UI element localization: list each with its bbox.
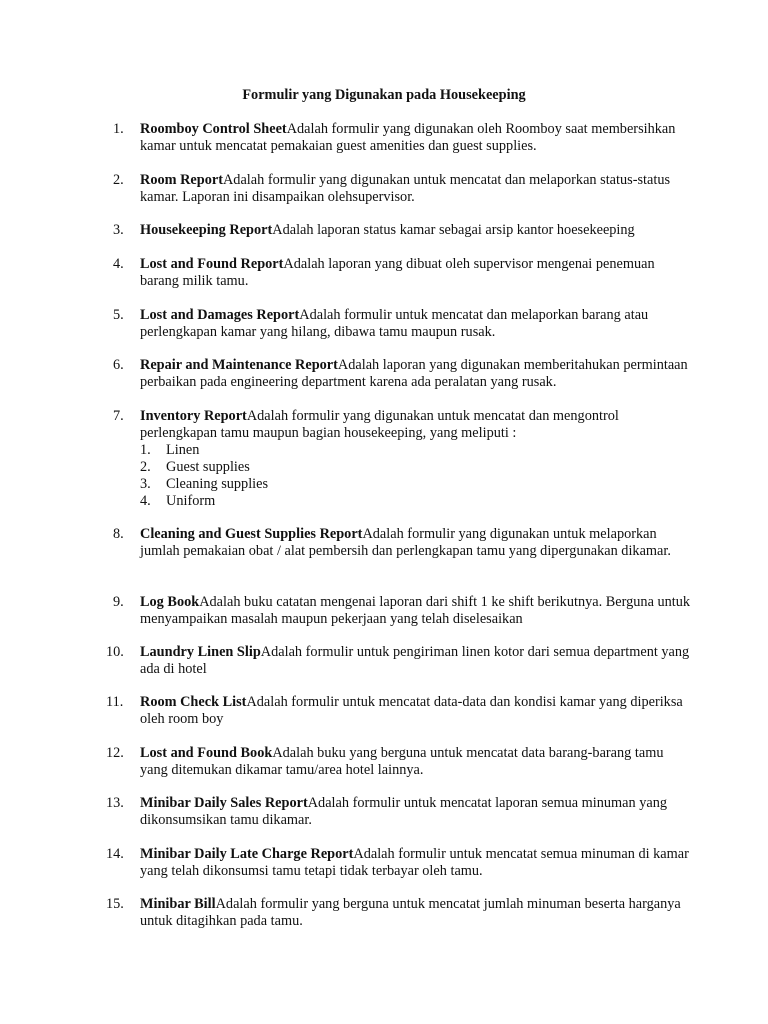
list-item xyxy=(106,694,693,728)
item-term: Roomboy Control Sheet xyxy=(140,121,287,137)
list-item xyxy=(113,172,693,206)
document-title: Formulir yang Digunakan pada Housekeeping xyxy=(242,87,526,103)
item-term: Log Book xyxy=(140,594,200,610)
item-description: Adalah formulir untuk pengiriman linen kotor dari semua department yang ada di hotel xyxy=(140,644,690,677)
item-number: 1. xyxy=(113,121,124,137)
sublist-text: Guest supplies xyxy=(166,459,250,475)
item-body xyxy=(140,644,693,678)
list-item xyxy=(106,795,693,829)
list-item xyxy=(113,526,693,560)
item-description: Adalah laporan yang digunakan memberitahukan permintaan perbaikan pada engineering department karena ada peralatan yang rusak. xyxy=(140,357,688,390)
item-body xyxy=(140,846,693,880)
item-body xyxy=(140,408,693,510)
item-body xyxy=(140,172,693,206)
list-item xyxy=(113,121,693,155)
sublist-number: 1. xyxy=(140,442,151,458)
list-item xyxy=(113,222,693,239)
sublist-text: Linen xyxy=(166,442,200,458)
item-number: 9. xyxy=(113,594,124,610)
sublist-number: 4. xyxy=(140,493,151,509)
item-term: Inventory Report xyxy=(140,408,247,424)
item-number: 4. xyxy=(113,256,124,272)
item-term: Minibar Daily Sales Report xyxy=(140,795,308,811)
sublist-text: Uniform xyxy=(166,493,216,509)
item-body xyxy=(140,222,693,239)
sublist-item xyxy=(140,476,693,493)
item-description: Adalah formulir yang berguna untuk mencatat jumlah minuman beserta harganya untuk ditagihkan pada tamu. xyxy=(140,896,681,929)
sublist-item xyxy=(140,442,693,459)
sublist-item xyxy=(140,493,693,510)
item-number: 7. xyxy=(113,408,124,424)
item-body xyxy=(140,896,693,930)
item-number: 12. xyxy=(106,745,124,761)
sublist-item xyxy=(140,459,693,476)
list-item xyxy=(113,357,693,391)
item-number: 14. xyxy=(106,846,124,862)
item-description: Adalah formulir yang digunakan untuk melaporkan jumlah pemakaian obat / alat pembersih dan perlengkapan tamu yang dipergunakan dikamar. xyxy=(140,526,671,559)
item-term: Repair and Maintenance Report xyxy=(140,357,338,373)
item-description: Adalah formulir untuk mencatat semua minuman di kamar yang telah dikonsumsi tamu tetapi tidak terbayar oleh tamu. xyxy=(140,846,689,879)
item-description: Adalah formulir yang digunakan untuk mencatat dan mengontrol perlengkapan tamu maupun bagian housekeeping, yang meliputi : xyxy=(140,408,619,441)
item-number: 2. xyxy=(113,172,124,188)
list-item xyxy=(113,408,693,510)
item-number: 15. xyxy=(106,896,124,912)
item-description: Adalah formulir untuk mencatat data-data dan kondisi kamar yang diperiksa oleh room boy xyxy=(140,694,683,727)
item-body xyxy=(140,594,693,628)
item-term: Cleaning and Guest Supplies Report xyxy=(140,526,363,542)
item-term: Lost and Found Report xyxy=(140,256,284,272)
item-term: Lost and Found Book xyxy=(140,745,273,761)
item-term: Housekeeping Report xyxy=(140,222,273,238)
item-body xyxy=(140,357,693,391)
item-number: 3. xyxy=(113,222,124,238)
item-number: 11. xyxy=(106,694,124,710)
item-description: Adalah formulir yang digunakan oleh Roomboy saat membersihkan kamar untuk mencatat pemakaian guest amenities dan guest supplies. xyxy=(140,121,676,154)
item-body xyxy=(140,121,693,155)
list-item xyxy=(106,644,693,678)
item-body xyxy=(140,795,693,829)
item-body xyxy=(140,307,693,341)
item-body xyxy=(140,745,693,779)
item-description: Adalah formulir untuk mencatat laporan semua minuman yang dikonsumsikan tamu dikamar. xyxy=(140,795,668,828)
item-description: Adalah laporan yang dibuat oleh supervisor mengenai penemuan barang milik tamu. xyxy=(140,256,655,289)
item-term: Laundry Linen Slip xyxy=(140,644,261,660)
item-description: Adalah buku yang berguna untuk mencatat data barang-barang tamu yang ditemukan dikamar tamu/area hotel lainnya. xyxy=(140,745,664,778)
list-item xyxy=(113,256,693,290)
item-body xyxy=(140,694,693,728)
item-term: Room Check List xyxy=(140,694,247,710)
item-description: Adalah laporan status kamar sebagai arsip kantor hoesekeeping xyxy=(272,222,635,238)
item-number: 8. xyxy=(113,526,124,542)
item-description: Adalah buku catatan mengenai laporan dari shift 1 ke shift berikutnya. Berguna untuk menyampaikan masalah maupun pekerjaan yang telah diselesaikan xyxy=(140,594,691,627)
inventory-sublist xyxy=(140,442,693,510)
list-item xyxy=(113,594,693,628)
item-description: Adalah formulir yang digunakan untuk mencatat dan melaporkan status-status kamar. Laporan ini disampaikan olehsupervisor. xyxy=(140,172,671,205)
item-term: Minibar Daily Late Charge Report xyxy=(140,846,354,862)
item-term: Minibar Bill xyxy=(140,896,216,912)
list-item xyxy=(106,896,693,930)
item-body xyxy=(140,256,693,290)
list-item xyxy=(106,846,693,880)
sublist-text: Cleaning supplies xyxy=(166,476,269,492)
item-body xyxy=(140,526,693,560)
list-item xyxy=(113,307,693,341)
item-number: 6. xyxy=(113,357,124,373)
sublist-number: 3. xyxy=(140,476,151,492)
item-number: 13. xyxy=(106,795,124,811)
sublist-number: 2. xyxy=(140,459,151,475)
item-number: 5. xyxy=(113,307,124,323)
list-item xyxy=(106,745,693,779)
item-term: Lost and Damages Report xyxy=(140,307,300,323)
item-number: 10. xyxy=(106,644,124,660)
item-description: Adalah formulir untuk mencatat dan melaporkan barang atau perlengkapan kamar yang hilang, dibawa tamu maupun rusak. xyxy=(140,307,649,340)
item-term: Room Report xyxy=(140,172,223,188)
